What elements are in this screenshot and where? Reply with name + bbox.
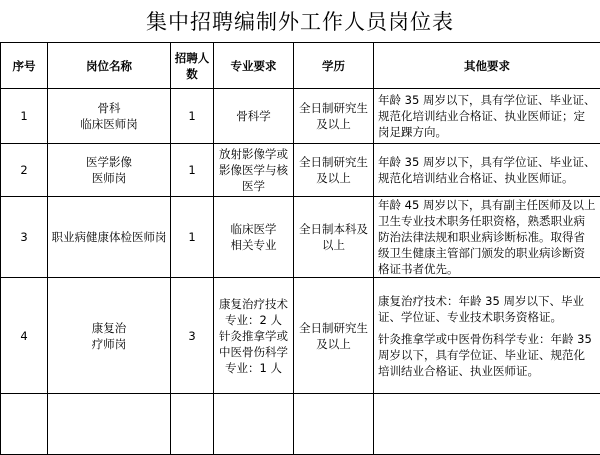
cell-no: 1 <box>1 89 48 144</box>
other-requirement-text: 年龄 45 周岁以下，具有副主任医师及以上卫生专业技术职务任职资格，熟悉职业病防治法律法规和职业病诊断标准。取得省级卫生健康主管部门颁发的职业病诊断资格证书者优先。 <box>378 197 596 277</box>
cell-no <box>1 394 48 455</box>
page-title: 集中招聘编制外工作人员岗位表 <box>0 0 600 42</box>
other-requirement-text: 康复治疗技术：年龄 35 周岁以下、毕业证、学位证、专业技术职务资格证。 <box>378 293 596 325</box>
header-row <box>1 43 600 89</box>
cell-other <box>374 144 600 197</box>
cell-education: 全日制研究生及以上 <box>294 144 374 197</box>
header-no: 序号 <box>1 43 48 89</box>
cell-position-name: 康复治 疗师岗 <box>48 278 171 394</box>
other-requirement-text: 针灸推拿学或中医骨伤科学专业：年龄 35 周岁以下，具有学位证、毕业证、规范化培训结业合格证、执业医师证。 <box>378 331 596 379</box>
cell-count: 3 <box>171 278 214 394</box>
header-major: 专业要求 <box>214 43 294 89</box>
header-other: 其他要求 <box>374 43 600 89</box>
cell-count <box>171 394 214 455</box>
cell-count: 1 <box>171 89 214 144</box>
cell-position-name <box>48 394 171 455</box>
table-row <box>1 144 600 197</box>
cell-major: 康复治疗技术专业：2 人 针灸推拿学或中医骨伤科学专业：1 人 <box>214 278 294 394</box>
cell-no: 4 <box>1 278 48 394</box>
header-education: 学历 <box>294 43 374 89</box>
cell-count: 1 <box>171 197 214 278</box>
table-row <box>1 197 600 278</box>
cell-position-name: 职业病健康体检医师岗 <box>48 197 171 278</box>
cell-major: 放射影像学或影像医学与核医学 <box>214 144 294 197</box>
cell-major: 骨科学 <box>214 89 294 144</box>
cell-other <box>374 394 600 455</box>
cell-other <box>374 278 600 394</box>
cell-no: 3 <box>1 197 48 278</box>
cell-major <box>214 394 294 455</box>
header-position-name: 岗位名称 <box>48 43 171 89</box>
positions-table <box>0 42 600 455</box>
cell-other <box>374 197 600 278</box>
other-requirement-text: 年龄 35 周岁以下，具有学位证、毕业证、规范化培训结业合格证、执业医师证。 <box>378 154 596 186</box>
table-row <box>1 278 600 394</box>
cell-education <box>294 394 374 455</box>
cell-education: 全日制研究生及以上 <box>294 278 374 394</box>
cell-education: 全日制本科及以上 <box>294 197 374 278</box>
cell-major: 临床医学 相关专业 <box>214 197 294 278</box>
cell-education: 全日制研究生及以上 <box>294 89 374 144</box>
table-row <box>1 89 600 144</box>
cell-no: 2 <box>1 144 48 197</box>
cell-other <box>374 89 600 144</box>
other-requirement-text: 年龄 35 周岁以下，具有学位证、毕业证、规范化培训结业合格证、执业医师证；定岗足踝方向。 <box>378 92 596 140</box>
cell-count: 1 <box>171 144 214 197</box>
cell-position-name: 医学影像 医师岗 <box>48 144 171 197</box>
header-count: 招聘人数 <box>171 43 214 89</box>
table-row <box>1 394 600 455</box>
cell-position-name: 骨科 临床医师岗 <box>48 89 171 144</box>
